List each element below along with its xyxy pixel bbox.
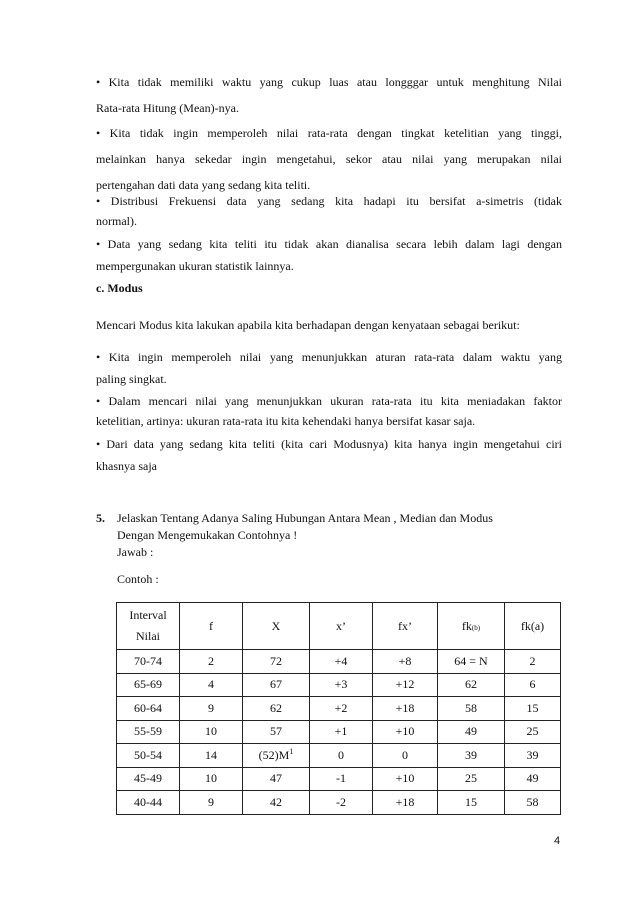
cell-interval: 55-59 — [117, 720, 180, 744]
cell-interval: 60-64 — [117, 697, 180, 721]
cell-x-prime: +1 — [310, 720, 373, 744]
text-line: • Distribusi Frekuensi data yang sedang kita hadapi itu bersifat a-simetris (tidak — [96, 194, 562, 208]
cell-fx: +10 — [373, 720, 438, 744]
cell-fx: +18 — [373, 791, 438, 815]
table-row — [117, 650, 561, 674]
cell-fkb: 25 — [438, 767, 505, 791]
text-line: normal). — [96, 214, 137, 228]
cell-x-superscript: 1 — [289, 747, 294, 757]
table-row — [117, 673, 561, 697]
cell-interval: 70-74 — [117, 650, 180, 674]
cell-interval: 45-49 — [117, 767, 180, 791]
cell-fkb: 39 — [438, 744, 505, 768]
header-fkb-main: fk — [461, 618, 472, 633]
cell-x: 47 — [243, 767, 310, 791]
cell-x-prime: +2 — [310, 697, 373, 721]
header-x-prime: x’ — [310, 603, 373, 650]
text-line: melainkan hanya sekedar ingin mengetahui, sekor atau nilai yang merupakan nilai — [96, 152, 562, 166]
question-number: 5. — [96, 511, 105, 525]
cell-interval: 40-44 — [117, 791, 180, 815]
text-line: paling singkat. — [96, 372, 167, 386]
text-line: khasnya saja — [96, 459, 157, 473]
header-interval — [117, 603, 180, 650]
cell-x-prime: -2 — [310, 791, 373, 815]
cell-x: 62 — [243, 697, 310, 721]
cell-x: 42 — [243, 791, 310, 815]
table-row — [117, 720, 561, 744]
answer-label: Jawab : — [117, 545, 154, 559]
table-row — [117, 767, 561, 791]
cell-f: 14 — [180, 744, 243, 768]
text-line: • Dalam mencari nilai yang menunjukkan ukuran rata-rata itu kita meniadakan faktor — [96, 394, 562, 408]
cell-x: 57 — [243, 720, 310, 744]
cell-fka: 39 — [505, 744, 561, 768]
cell-fka: 49 — [505, 767, 561, 791]
cell-fx: +10 — [373, 767, 438, 791]
frequency-table — [116, 602, 561, 815]
cell-x-prime: +3 — [310, 673, 373, 697]
cell-f: 10 — [180, 720, 243, 744]
header-fx: fx’ — [373, 603, 438, 650]
cell-fx: +8 — [373, 650, 438, 674]
header-interval-line1: Interval — [129, 608, 167, 622]
header-interval-line2: Nilai — [136, 629, 160, 643]
cell-x: 72 — [243, 650, 310, 674]
cell-x-prime: 0 — [310, 744, 373, 768]
cell-x-value: (52)M — [258, 748, 290, 763]
text-line: pertengahan dati data yang sedang kita teliti. — [96, 178, 311, 192]
cell-fkb: 62 — [438, 673, 505, 697]
example-label: Contoh : — [117, 572, 159, 586]
text-line: Rata-rata Hitung (Mean)-nya. — [96, 101, 239, 115]
text-line: mempergunakan ukuran statistik lainnya. — [96, 259, 294, 273]
question-line-1: Jelaskan Tentang Adanya Saling Hubungan Antara Mean , Median dan Modus — [117, 511, 493, 525]
cell-fka: 6 — [505, 673, 561, 697]
cell-fkb: 49 — [438, 720, 505, 744]
cell-fka: 58 — [505, 791, 561, 815]
cell-x — [243, 744, 310, 768]
cell-interval: 65-69 — [117, 673, 180, 697]
table-row — [117, 697, 561, 721]
table-header-row — [117, 603, 561, 650]
cell-f: 9 — [180, 697, 243, 721]
cell-fka: 25 — [505, 720, 561, 744]
page-number: 4 — [554, 835, 561, 847]
text-line: ketelitian, artinya: ukuran rata-rata itu kita kehendaki hanya bersifat kasar saja. — [96, 414, 476, 428]
cell-fka: 2 — [505, 650, 561, 674]
cell-f: 2 — [180, 650, 243, 674]
cell-fx: +12 — [373, 673, 438, 697]
cell-fx: +18 — [373, 697, 438, 721]
header-f: f — [180, 603, 243, 650]
question-line-2: Dengan Mengemukakan Contohnya ! — [117, 528, 298, 542]
section-heading-modus: c. Modus — [96, 281, 143, 295]
header-fkb-sub: (b) — [471, 623, 481, 632]
cell-fkb: 58 — [438, 697, 505, 721]
text-line: • Kita tidak memiliki waktu yang cukup luas atau longggar untuk menghitung Nilai — [96, 75, 562, 89]
cell-f: 4 — [180, 673, 243, 697]
cell-x-prime: +4 — [310, 650, 373, 674]
cell-fkb: 15 — [438, 791, 505, 815]
cell-f: 9 — [180, 791, 243, 815]
cell-x: 67 — [243, 673, 310, 697]
text-line: • Data yang sedang kita teliti itu tidak akan dianalisa secara lebih dalam lagi dengan — [96, 237, 562, 251]
text-line: • Kita tidak ingin memperoleh nilai rata-rata dengan tingkat ketelitian yang tinggi, — [96, 126, 562, 140]
text-line: • Kita ingin memperoleh nilai yang menunjukkan aturan rata-rata dalam waktu yang — [96, 350, 562, 364]
header-fka: fk(a) — [505, 603, 561, 650]
cell-f: 10 — [180, 767, 243, 791]
table-row — [117, 791, 561, 815]
header-fkb — [438, 603, 505, 650]
text-line: Mencari Modus kita lakukan apabila kita berhadapan dengan kenyataan sebagai berikut: — [96, 318, 520, 332]
cell-fka: 15 — [505, 697, 561, 721]
cell-fkb: 64 = N — [438, 650, 505, 674]
cell-x-prime: -1 — [310, 767, 373, 791]
text-line: • Dari data yang sedang kita teliti (kita cari Modusnya) kita hanya ingin mengetahui ciri — [96, 437, 562, 451]
cell-interval: 50-54 — [117, 744, 180, 768]
header-x: X — [243, 603, 310, 650]
cell-fx: 0 — [373, 744, 438, 768]
table-row — [117, 744, 561, 768]
